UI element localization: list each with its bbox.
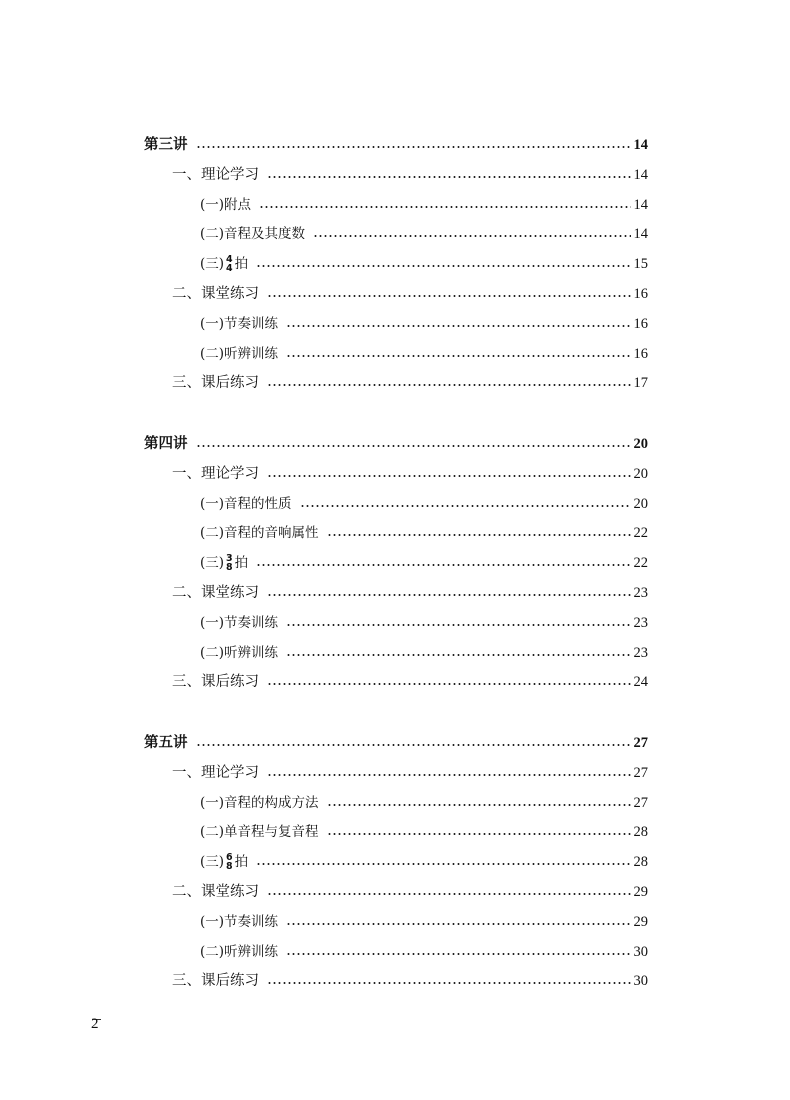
dot-leader [267, 774, 631, 776]
dot-leader [286, 953, 630, 955]
section-title: 一、理论学习 [172, 764, 259, 781]
page-ref: 27 [633, 735, 648, 751]
dot-leader [327, 804, 631, 806]
time-signature-top: 4 [226, 254, 233, 266]
dot-leader [313, 235, 630, 237]
chapter-entry[interactable] [144, 731, 648, 755]
dot-leader [286, 654, 630, 656]
subsection-title: (一)节奏训练 [200, 913, 279, 930]
section-title: 三、课后练习 [172, 973, 259, 990]
time-signature-bottom: 8 [226, 861, 233, 873]
subsection-title [200, 850, 248, 874]
section-title: 一、理论学习 [172, 166, 259, 183]
section-title: 三、课后练习 [172, 375, 259, 392]
dot-leader [267, 594, 631, 596]
section-title: 二、课堂练习 [172, 286, 259, 302]
subsection-title: (二)单音程与复音程 [200, 824, 319, 841]
page-ref: 14 [633, 137, 648, 153]
time-signature-top: 6 [226, 852, 233, 864]
page-ref: 23 [633, 614, 648, 631]
page-ref: 16 [633, 286, 648, 302]
subsection-title: (一)附点 [200, 196, 252, 213]
dot-leader [267, 475, 631, 477]
section-entry[interactable] [172, 163, 648, 187]
dot-leader [256, 863, 630, 865]
subsection-entry[interactable] [200, 940, 648, 964]
subsection-title [200, 252, 248, 276]
subsection-entry[interactable] [200, 193, 648, 217]
time-signature [226, 554, 233, 572]
subsection-entry[interactable] [200, 521, 648, 545]
page-ref: 30 [633, 943, 648, 960]
section-entry[interactable] [172, 880, 648, 904]
chapter-entry[interactable] [144, 133, 648, 157]
subsection-title: (一)节奏训练 [200, 315, 279, 332]
page-ref: 16 [633, 315, 648, 332]
time-signature [226, 853, 233, 871]
subsection-title: (二)听辨训练 [200, 345, 279, 362]
section-entry[interactable] [172, 371, 648, 395]
page-number: 2 [91, 1016, 99, 1032]
section-entry[interactable] [172, 581, 648, 605]
time-signature-top: 3 [226, 553, 233, 565]
subsection-title: (二)音程及其度数 [200, 226, 306, 243]
time-signature [226, 255, 233, 273]
subsection-entry[interactable] [200, 252, 648, 276]
subsection-entry[interactable] [200, 492, 648, 516]
dot-leader [267, 176, 631, 178]
dot-leader [256, 265, 630, 267]
dot-leader [286, 355, 630, 357]
subsection-entry[interactable] [200, 312, 648, 336]
section-entry[interactable] [172, 670, 648, 694]
page-ref: 24 [633, 674, 648, 691]
chapter-title: 第五讲 [144, 735, 188, 751]
dot-leader [196, 744, 631, 746]
dot-leader [286, 325, 630, 327]
section-title: 二、课堂练习 [172, 884, 259, 900]
section-entry[interactable] [172, 969, 648, 993]
page-ref: 17 [633, 375, 648, 392]
page-ref: 16 [633, 345, 648, 362]
section-title: 一、理论学习 [172, 465, 259, 482]
page-ref: 27 [633, 764, 648, 781]
subsection-title: (一)节奏训练 [200, 614, 279, 631]
subsection-title: (二)听辨训练 [200, 943, 279, 960]
subsection-title: (二)音程的音响属性 [200, 525, 319, 542]
page-ref: 20 [633, 436, 648, 452]
page-ref: 30 [633, 973, 648, 990]
section-title: 三、课后练习 [172, 674, 259, 691]
subsection-entry[interactable] [200, 910, 648, 934]
page-ref: 23 [633, 585, 648, 601]
page-ref: 14 [633, 226, 648, 243]
section-title: 二、课堂练习 [172, 585, 259, 601]
chapter-entry[interactable] [144, 432, 648, 456]
page-ref: 28 [633, 854, 648, 871]
page-ref: 20 [633, 495, 648, 512]
subsection-entry[interactable] [200, 551, 648, 575]
subsection-title: (一)音程的构成方法 [200, 794, 319, 811]
dot-leader [196, 146, 631, 148]
subsection-prefix: (三) [200, 555, 225, 572]
section-entry[interactable] [172, 761, 648, 785]
subsection-title: (一)音程的性质 [200, 495, 292, 512]
subsection-suffix: 拍 [234, 555, 249, 572]
dot-leader [267, 683, 631, 685]
page-ref: 22 [633, 525, 648, 542]
time-signature-bottom: 8 [226, 562, 233, 574]
chapter-title: 第三讲 [144, 137, 188, 153]
dot-leader [327, 833, 631, 835]
subsection-entry[interactable] [200, 641, 648, 665]
page-ref: 29 [633, 913, 648, 930]
subsection-entry[interactable] [200, 611, 648, 635]
page-ref: 29 [633, 884, 648, 900]
subsection-entry[interactable] [200, 222, 648, 246]
page-ref: 15 [633, 256, 648, 273]
dot-leader [267, 893, 631, 895]
dot-leader [286, 624, 630, 626]
dot-leader [300, 505, 631, 507]
time-signature-bottom: 4 [226, 263, 233, 275]
subsection-title: (二)听辨训练 [200, 644, 279, 661]
subsection-prefix: (三) [200, 854, 225, 871]
subsection-entry[interactable] [200, 791, 648, 815]
subsection-suffix: 拍 [234, 854, 249, 871]
page-ref: 27 [633, 794, 648, 811]
dot-leader [286, 923, 630, 925]
page-ref: 14 [633, 166, 648, 183]
dot-leader [267, 384, 631, 386]
page-ref: 22 [633, 555, 648, 572]
subsection-entry[interactable] [200, 850, 648, 874]
page-ref: 20 [633, 465, 648, 482]
page-ref: 23 [633, 644, 648, 661]
subsection-title [200, 551, 248, 575]
section-entry[interactable] [172, 462, 648, 486]
dot-leader [256, 564, 630, 566]
section-entry[interactable] [172, 282, 648, 306]
dot-leader [327, 534, 631, 536]
subsection-prefix: (三) [200, 256, 225, 273]
dot-leader [196, 445, 631, 447]
chapter-title: 第四讲 [144, 436, 188, 452]
dot-leader [267, 982, 631, 984]
dot-leader [259, 206, 630, 208]
subsection-entry[interactable] [200, 820, 648, 844]
subsection-suffix: 拍 [234, 256, 249, 273]
page-ref: 28 [633, 824, 648, 841]
dot-leader [267, 295, 631, 297]
subsection-entry[interactable] [200, 342, 648, 366]
page-ref: 14 [633, 196, 648, 213]
